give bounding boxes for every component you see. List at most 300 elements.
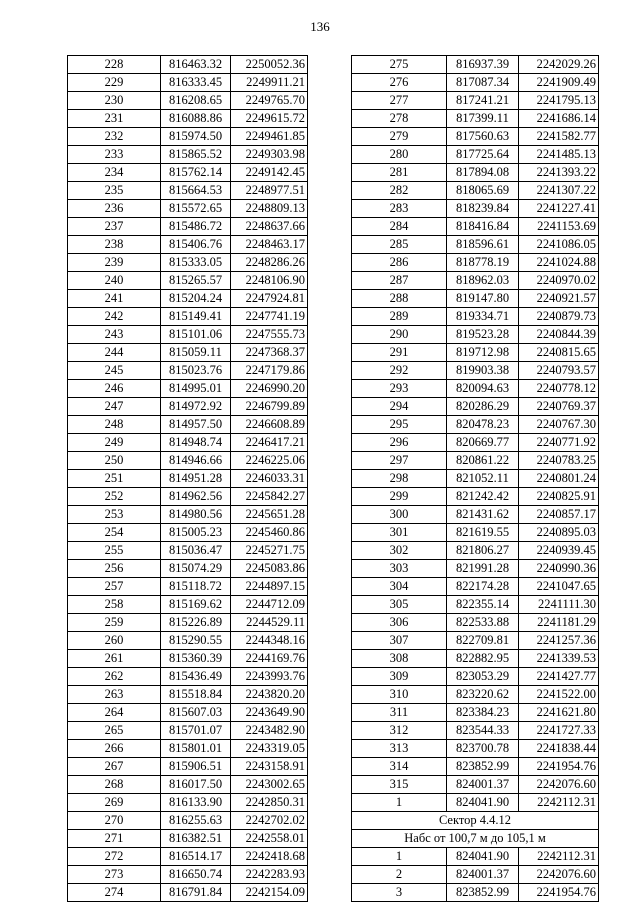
point-number-cell: 247 — [68, 398, 161, 416]
x-coordinate-cell: 815486.72 — [161, 218, 231, 236]
table-row — [352, 524, 599, 542]
point-number-cell: 294 — [352, 398, 447, 416]
point-number-cell: 274 — [68, 884, 161, 902]
table-row — [68, 578, 308, 596]
table-row — [352, 884, 599, 902]
y-coordinate-cell: 2240815.65 — [519, 344, 599, 362]
table-row — [68, 344, 308, 362]
y-coordinate-cell: 2240825.91 — [519, 488, 599, 506]
point-number-cell: 293 — [352, 380, 447, 398]
point-number-cell: 1 — [352, 848, 447, 866]
point-number-cell: 251 — [68, 470, 161, 488]
section-coordinates-body — [352, 848, 599, 902]
table-row — [352, 56, 599, 74]
point-number-cell: 297 — [352, 452, 447, 470]
table-row — [352, 308, 599, 326]
table-row — [352, 254, 599, 272]
table-row — [352, 866, 599, 884]
x-coordinate-cell: 821619.55 — [447, 524, 519, 542]
x-coordinate-cell: 817399.11 — [447, 110, 519, 128]
y-coordinate-cell: 2248286.26 — [231, 254, 308, 272]
table-row — [352, 344, 599, 362]
table-row — [352, 848, 599, 866]
x-coordinate-cell: 815101.06 — [161, 326, 231, 344]
x-coordinate-cell: 821431.62 — [447, 506, 519, 524]
point-number-cell: 238 — [68, 236, 161, 254]
x-coordinate-cell: 820094.63 — [447, 380, 519, 398]
point-number-cell: 232 — [68, 128, 161, 146]
table-row — [68, 848, 308, 866]
point-number-cell: 279 — [352, 128, 447, 146]
x-coordinate-cell: 814957.50 — [161, 416, 231, 434]
table-row — [68, 362, 308, 380]
point-number-cell: 312 — [352, 722, 447, 740]
y-coordinate-cell: 2240939.45 — [519, 542, 599, 560]
y-coordinate-cell: 2248463.17 — [231, 236, 308, 254]
point-number-cell: 231 — [68, 110, 161, 128]
y-coordinate-cell: 2240857.17 — [519, 506, 599, 524]
coordinates-table-right — [351, 55, 599, 902]
y-coordinate-cell: 2244348.16 — [231, 632, 308, 650]
y-coordinate-cell: 2247924.81 — [231, 290, 308, 308]
y-coordinate-cell: 2245271.75 — [231, 542, 308, 560]
point-number-cell: 264 — [68, 704, 161, 722]
y-coordinate-cell: 2245842.27 — [231, 488, 308, 506]
table-row — [68, 470, 308, 488]
point-number-cell: 290 — [352, 326, 447, 344]
x-coordinate-cell: 818416.84 — [447, 218, 519, 236]
point-number-cell: 257 — [68, 578, 161, 596]
x-coordinate-cell: 820861.22 — [447, 452, 519, 470]
table-row — [68, 110, 308, 128]
y-coordinate-cell: 2246608.89 — [231, 416, 308, 434]
x-coordinate-cell: 821806.27 — [447, 542, 519, 560]
table-row — [352, 542, 599, 560]
point-number-cell: 278 — [352, 110, 447, 128]
table-row — [352, 200, 599, 218]
coordinates-table-left-body — [68, 56, 308, 902]
y-coordinate-cell: 2247555.73 — [231, 326, 308, 344]
table-row — [68, 146, 308, 164]
point-number-cell: 307 — [352, 632, 447, 650]
x-coordinate-cell: 822174.28 — [447, 578, 519, 596]
y-coordinate-cell: 2249461.85 — [231, 128, 308, 146]
table-row — [352, 560, 599, 578]
point-number-cell: 252 — [68, 488, 161, 506]
y-coordinate-cell: 2249142.45 — [231, 164, 308, 182]
table-row — [68, 272, 308, 290]
point-number-cell: 1 — [352, 794, 447, 812]
y-coordinate-cell: 2241795.13 — [519, 92, 599, 110]
x-coordinate-cell: 815607.03 — [161, 704, 231, 722]
y-coordinate-cell: 2240879.73 — [519, 308, 599, 326]
table-row — [68, 182, 308, 200]
x-coordinate-cell: 815974.50 — [161, 128, 231, 146]
x-coordinate-cell: 816791.84 — [161, 884, 231, 902]
table-row — [352, 326, 599, 344]
table-row — [68, 740, 308, 758]
table-row — [352, 704, 599, 722]
table-row — [68, 560, 308, 578]
point-number-cell: 250 — [68, 452, 161, 470]
x-coordinate-cell: 823852.99 — [447, 758, 519, 776]
table-row — [68, 254, 308, 272]
table-row — [352, 146, 599, 164]
y-coordinate-cell: 2250052.36 — [231, 56, 308, 74]
y-coordinate-cell: 2246417.21 — [231, 434, 308, 452]
x-coordinate-cell: 817725.64 — [447, 146, 519, 164]
x-coordinate-cell: 822355.14 — [447, 596, 519, 614]
point-number-cell: 301 — [352, 524, 447, 542]
x-coordinate-cell: 818962.03 — [447, 272, 519, 290]
y-coordinate-cell: 2241727.33 — [519, 722, 599, 740]
x-coordinate-cell: 814951.28 — [161, 470, 231, 488]
point-number-cell: 265 — [68, 722, 161, 740]
y-coordinate-cell: 2245460.86 — [231, 524, 308, 542]
point-number-cell: 259 — [68, 614, 161, 632]
x-coordinate-cell: 815406.76 — [161, 236, 231, 254]
table-row — [68, 866, 308, 884]
table-row — [352, 182, 599, 200]
y-coordinate-cell: 2244529.11 — [231, 614, 308, 632]
y-coordinate-cell: 2247179.86 — [231, 362, 308, 380]
y-coordinate-cell: 2240921.57 — [519, 290, 599, 308]
table-row — [352, 596, 599, 614]
x-coordinate-cell: 815801.01 — [161, 740, 231, 758]
x-coordinate-cell: 815204.24 — [161, 290, 231, 308]
table-row — [68, 398, 308, 416]
y-coordinate-cell: 2241339.53 — [519, 650, 599, 668]
point-number-cell: 308 — [352, 650, 447, 668]
y-coordinate-cell: 2240970.02 — [519, 272, 599, 290]
table-row — [352, 434, 599, 452]
point-number-cell: 275 — [352, 56, 447, 74]
point-number-cell: 241 — [68, 290, 161, 308]
table-row — [68, 236, 308, 254]
x-coordinate-cell: 818065.69 — [447, 182, 519, 200]
table-row — [68, 758, 308, 776]
table-row — [68, 830, 308, 848]
table-row — [68, 704, 308, 722]
x-coordinate-cell: 814948.74 — [161, 434, 231, 452]
y-coordinate-cell: 2242558.01 — [231, 830, 308, 848]
x-coordinate-cell: 815701.07 — [161, 722, 231, 740]
y-coordinate-cell: 2249303.98 — [231, 146, 308, 164]
section-title-row — [352, 812, 599, 830]
x-coordinate-cell: 815865.52 — [161, 146, 231, 164]
x-coordinate-cell: 817241.21 — [447, 92, 519, 110]
point-number-cell: 281 — [352, 164, 447, 182]
point-number-cell: 260 — [68, 632, 161, 650]
point-number-cell: 313 — [352, 740, 447, 758]
y-coordinate-cell: 2243002.65 — [231, 776, 308, 794]
x-coordinate-cell: 823053.29 — [447, 668, 519, 686]
table-row — [68, 596, 308, 614]
x-coordinate-cell: 823384.23 — [447, 704, 519, 722]
table-row — [68, 56, 308, 74]
y-coordinate-cell: 2243319.05 — [231, 740, 308, 758]
y-coordinate-cell: 2241111.30 — [519, 596, 599, 614]
table-row — [352, 614, 599, 632]
y-coordinate-cell: 2240990.36 — [519, 560, 599, 578]
x-coordinate-cell: 815149.41 — [161, 308, 231, 326]
point-number-cell: 314 — [352, 758, 447, 776]
x-coordinate-cell: 819903.38 — [447, 362, 519, 380]
point-number-cell: 295 — [352, 416, 447, 434]
point-number-cell: 263 — [68, 686, 161, 704]
x-coordinate-cell: 817560.63 — [447, 128, 519, 146]
x-coordinate-cell: 824041.90 — [447, 794, 519, 812]
x-coordinate-cell: 816514.17 — [161, 848, 231, 866]
table-row — [68, 488, 308, 506]
point-number-cell: 282 — [352, 182, 447, 200]
table-row — [68, 200, 308, 218]
table-row — [352, 740, 599, 758]
x-coordinate-cell: 818239.84 — [447, 200, 519, 218]
x-coordinate-cell: 823700.78 — [447, 740, 519, 758]
point-number-cell: 272 — [68, 848, 161, 866]
y-coordinate-cell: 2241047.65 — [519, 578, 599, 596]
table-row — [68, 434, 308, 452]
table-row — [352, 686, 599, 704]
point-number-cell: 269 — [68, 794, 161, 812]
y-coordinate-cell: 2243158.91 — [231, 758, 308, 776]
y-coordinate-cell: 2249765.70 — [231, 92, 308, 110]
y-coordinate-cell: 2244897.15 — [231, 578, 308, 596]
table-row — [68, 452, 308, 470]
table-row — [68, 668, 308, 686]
section-title: Сектор 4.4.12 — [352, 812, 599, 830]
table-row — [352, 128, 599, 146]
point-number-cell: 302 — [352, 542, 447, 560]
point-number-cell: 248 — [68, 416, 161, 434]
point-number-cell: 287 — [352, 272, 447, 290]
y-coordinate-cell: 2241257.36 — [519, 632, 599, 650]
y-coordinate-cell: 2247741.19 — [231, 308, 308, 326]
y-coordinate-cell: 2243993.76 — [231, 668, 308, 686]
y-coordinate-cell: 2240767.30 — [519, 416, 599, 434]
x-coordinate-cell: 815333.05 — [161, 254, 231, 272]
point-number-cell: 289 — [352, 308, 447, 326]
x-coordinate-cell: 815290.55 — [161, 632, 231, 650]
x-coordinate-cell: 816937.39 — [447, 56, 519, 74]
table-row — [68, 524, 308, 542]
table-row — [352, 380, 599, 398]
table-row — [68, 74, 308, 92]
x-coordinate-cell: 814962.56 — [161, 488, 231, 506]
x-coordinate-cell: 819712.98 — [447, 344, 519, 362]
point-number-cell: 244 — [68, 344, 161, 362]
table-row — [68, 722, 308, 740]
point-number-cell: 228 — [68, 56, 161, 74]
y-coordinate-cell: 2241485.13 — [519, 146, 599, 164]
table-row — [68, 92, 308, 110]
point-number-cell: 3 — [352, 884, 447, 902]
point-number-cell: 305 — [352, 596, 447, 614]
point-number-cell: 268 — [68, 776, 161, 794]
x-coordinate-cell: 816017.50 — [161, 776, 231, 794]
point-number-cell: 235 — [68, 182, 161, 200]
table-row — [352, 74, 599, 92]
x-coordinate-cell: 824001.37 — [447, 866, 519, 884]
y-coordinate-cell: 2241427.77 — [519, 668, 599, 686]
y-coordinate-cell: 2242076.60 — [519, 866, 599, 884]
y-coordinate-cell: 2242112.31 — [519, 848, 599, 866]
table-row — [352, 290, 599, 308]
y-coordinate-cell: 2241227.41 — [519, 200, 599, 218]
x-coordinate-cell: 815036.47 — [161, 542, 231, 560]
point-number-cell: 273 — [68, 866, 161, 884]
y-coordinate-cell: 2240844.39 — [519, 326, 599, 344]
point-number-cell: 266 — [68, 740, 161, 758]
table-row — [68, 776, 308, 794]
y-coordinate-cell: 2240895.03 — [519, 524, 599, 542]
point-number-cell: 255 — [68, 542, 161, 560]
table-row — [352, 758, 599, 776]
y-coordinate-cell: 2242076.60 — [519, 776, 599, 794]
y-coordinate-cell: 2240801.24 — [519, 470, 599, 488]
point-number-cell: 254 — [68, 524, 161, 542]
point-number-cell: 267 — [68, 758, 161, 776]
point-number-cell: 310 — [352, 686, 447, 704]
point-number-cell: 240 — [68, 272, 161, 290]
y-coordinate-cell: 2244169.76 — [231, 650, 308, 668]
point-number-cell: 249 — [68, 434, 161, 452]
y-coordinate-cell: 2249615.72 — [231, 110, 308, 128]
point-number-cell: 292 — [352, 362, 447, 380]
point-number-cell: 300 — [352, 506, 447, 524]
point-number-cell: 242 — [68, 308, 161, 326]
y-coordinate-cell: 2241954.76 — [519, 884, 599, 902]
table-row — [352, 164, 599, 182]
point-number-cell: 296 — [352, 434, 447, 452]
section-subtitle-row — [352, 830, 599, 848]
x-coordinate-cell: 815518.84 — [161, 686, 231, 704]
x-coordinate-cell: 823544.33 — [447, 722, 519, 740]
y-coordinate-cell: 2242112.31 — [519, 794, 599, 812]
point-number-cell: 270 — [68, 812, 161, 830]
x-coordinate-cell: 814995.01 — [161, 380, 231, 398]
table-row — [352, 452, 599, 470]
x-coordinate-cell: 821991.28 — [447, 560, 519, 578]
table-row — [68, 812, 308, 830]
x-coordinate-cell: 815906.51 — [161, 758, 231, 776]
table-row — [352, 578, 599, 596]
point-number-cell: 239 — [68, 254, 161, 272]
point-number-cell: 298 — [352, 470, 447, 488]
table-row — [352, 776, 599, 794]
y-coordinate-cell: 2245651.28 — [231, 506, 308, 524]
point-number-cell: 229 — [68, 74, 161, 92]
x-coordinate-cell: 815436.49 — [161, 668, 231, 686]
y-coordinate-cell: 2246799.89 — [231, 398, 308, 416]
x-coordinate-cell: 822882.95 — [447, 650, 519, 668]
x-coordinate-cell: 819147.80 — [447, 290, 519, 308]
x-coordinate-cell: 816208.65 — [161, 92, 231, 110]
x-coordinate-cell: 818596.61 — [447, 236, 519, 254]
y-coordinate-cell: 2240769.37 — [519, 398, 599, 416]
x-coordinate-cell: 816133.90 — [161, 794, 231, 812]
table-row — [352, 218, 599, 236]
y-coordinate-cell: 2241307.22 — [519, 182, 599, 200]
point-number-cell: 236 — [68, 200, 161, 218]
y-coordinate-cell: 2248106.90 — [231, 272, 308, 290]
point-number-cell: 303 — [352, 560, 447, 578]
table-row — [68, 290, 308, 308]
y-coordinate-cell: 2242702.02 — [231, 812, 308, 830]
table-row — [352, 506, 599, 524]
x-coordinate-cell: 817894.08 — [447, 164, 519, 182]
x-coordinate-cell: 815169.62 — [161, 596, 231, 614]
x-coordinate-cell: 816650.74 — [161, 866, 231, 884]
table-row — [352, 650, 599, 668]
point-number-cell: 304 — [352, 578, 447, 596]
point-number-cell: 288 — [352, 290, 447, 308]
point-number-cell: 284 — [352, 218, 447, 236]
table-row — [68, 884, 308, 902]
table-row — [352, 272, 599, 290]
point-number-cell: 291 — [352, 344, 447, 362]
point-number-cell: 2 — [352, 866, 447, 884]
coordinates-table-right-body — [352, 56, 599, 812]
y-coordinate-cell: 2246990.20 — [231, 380, 308, 398]
y-coordinate-cell: 2242029.26 — [519, 56, 599, 74]
x-coordinate-cell: 814972.92 — [161, 398, 231, 416]
table-row — [68, 686, 308, 704]
x-coordinate-cell: 815265.57 — [161, 272, 231, 290]
y-coordinate-cell: 2246225.06 — [231, 452, 308, 470]
y-coordinate-cell: 2249911.21 — [231, 74, 308, 92]
x-coordinate-cell: 814980.56 — [161, 506, 231, 524]
table-row — [68, 308, 308, 326]
y-coordinate-cell: 2240778.12 — [519, 380, 599, 398]
table-row — [352, 416, 599, 434]
y-coordinate-cell: 2241522.00 — [519, 686, 599, 704]
x-coordinate-cell: 823220.62 — [447, 686, 519, 704]
x-coordinate-cell: 815118.72 — [161, 578, 231, 596]
point-number-cell: 280 — [352, 146, 447, 164]
point-number-cell: 277 — [352, 92, 447, 110]
x-coordinate-cell: 822709.81 — [447, 632, 519, 650]
y-coordinate-cell: 2241909.49 — [519, 74, 599, 92]
table-row — [68, 326, 308, 344]
section-subtitle: Набс от 100,7 м до 105,1 м — [352, 830, 599, 848]
point-number-cell: 256 — [68, 560, 161, 578]
y-coordinate-cell: 2242283.93 — [231, 866, 308, 884]
y-coordinate-cell: 2246033.31 — [231, 470, 308, 488]
x-coordinate-cell: 820669.77 — [447, 434, 519, 452]
table-row — [68, 794, 308, 812]
table-row — [352, 722, 599, 740]
y-coordinate-cell: 2240793.57 — [519, 362, 599, 380]
point-number-cell: 315 — [352, 776, 447, 794]
y-coordinate-cell: 2245083.86 — [231, 560, 308, 578]
y-coordinate-cell: 2241181.29 — [519, 614, 599, 632]
y-coordinate-cell: 2241582.77 — [519, 128, 599, 146]
x-coordinate-cell: 823852.99 — [447, 884, 519, 902]
x-coordinate-cell: 821242.42 — [447, 488, 519, 506]
y-coordinate-cell: 2240783.25 — [519, 452, 599, 470]
y-coordinate-cell: 2248977.51 — [231, 182, 308, 200]
point-number-cell: 261 — [68, 650, 161, 668]
point-number-cell: 283 — [352, 200, 447, 218]
y-coordinate-cell: 2242850.31 — [231, 794, 308, 812]
x-coordinate-cell: 824001.37 — [447, 776, 519, 794]
point-number-cell: 285 — [352, 236, 447, 254]
x-coordinate-cell: 814946.66 — [161, 452, 231, 470]
x-coordinate-cell: 815226.89 — [161, 614, 231, 632]
table-row — [68, 506, 308, 524]
